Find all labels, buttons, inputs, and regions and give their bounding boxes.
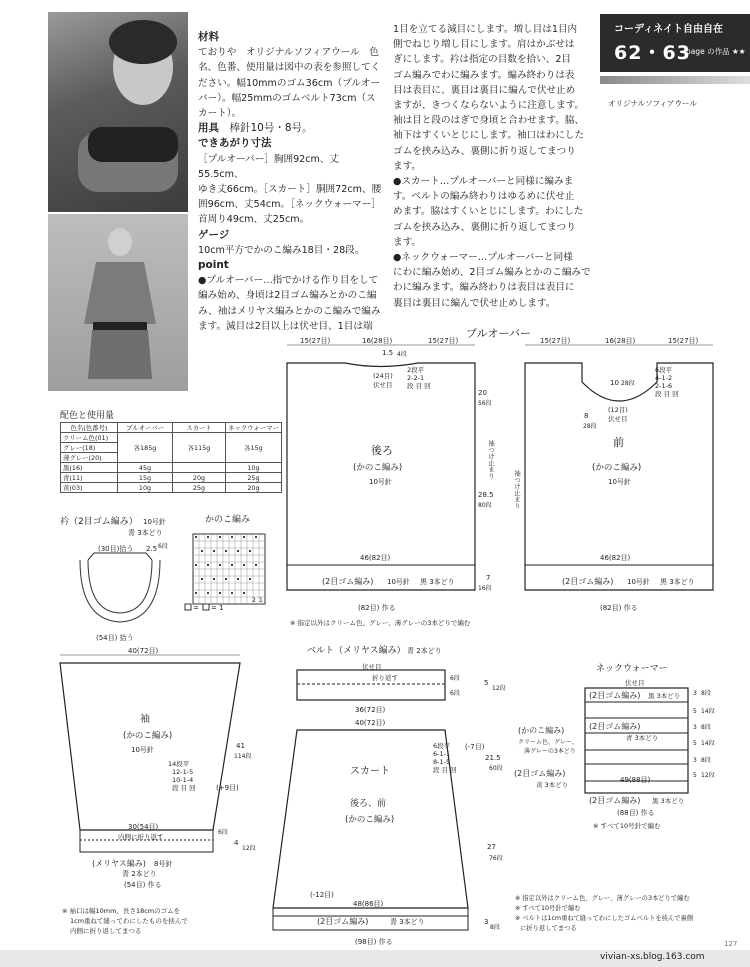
collar-diagram — [60, 515, 168, 642]
neck-right: 5 — [693, 740, 697, 747]
gauge-heading: ゲージ — [198, 228, 230, 241]
armhole-depth: 20 — [478, 389, 487, 397]
materials-line: 名、色番、使用量は図中の表を参照してく — [198, 62, 381, 74]
sleeve-length: 41 — [236, 742, 245, 750]
skirt-sublabel: 後ろ、前 — [350, 799, 387, 809]
table-header: スカート — [173, 423, 226, 433]
point-line: ます。 — [393, 236, 422, 248]
body-length-rows: 80段 — [478, 502, 492, 509]
front-pattern: (かのこ編み) — [592, 463, 642, 473]
point-line: ●スカート…プルオーバーと同様に編みま — [393, 176, 574, 188]
point-line: めます。脇はすくいとじにします。わにした — [393, 206, 584, 218]
sleeve-stock: (メリヤス編み) — [92, 859, 146, 868]
table-cell: 黄(03) — [61, 483, 118, 493]
skirt-dec: 6-1-1 — [433, 750, 451, 758]
point-line: 側でねじり増し目にします。肩はかぶせは — [393, 39, 575, 51]
neck-band-color: 黒 3本どり — [648, 692, 681, 700]
skirt-upper-rows: 60段 — [489, 765, 503, 772]
point-line: ますが、きつくならないように注意します。 — [393, 100, 585, 112]
collar-height: 2.5 — [146, 545, 158, 553]
front-shoulder-left: 15(27目) — [540, 337, 571, 345]
skirt-hip-top: 40(72目) — [355, 719, 386, 727]
kanoko-legend-blank: = — [193, 604, 199, 612]
point-line: 1目を立てる減目にします。増し目は1目内 — [393, 24, 578, 35]
back-needle: 10号針 — [369, 478, 392, 486]
sleeve-pattern: (かのこ編み) — [123, 731, 173, 741]
neck-side-color2: 黄 3本どり — [536, 781, 569, 789]
front-dec: 6段平 — [655, 366, 673, 374]
neck-right: 3 — [693, 724, 697, 731]
table-cell: 各185g — [118, 433, 173, 463]
kanoko-title: かのこ編み — [205, 515, 251, 525]
collar-rows: 6段 — [158, 543, 168, 550]
skirt-rib-height: 3 — [484, 918, 489, 926]
belt-title: ベルト（メリヤス編み） — [307, 646, 406, 656]
point-line: み、袖はメリヤス編みとかのこ編みで編み — [198, 305, 381, 317]
point-line: す。ベルトの編み終わりはゆるめに伏せ止 — [393, 191, 575, 203]
belt-color: 青 2本どり — [407, 647, 442, 655]
back-bind: (24目) — [373, 372, 393, 380]
banner-pages: 62・63 — [614, 42, 691, 64]
skirt-width: 48(86目) — [353, 900, 384, 908]
front-dec: 段 目 回 — [655, 390, 679, 398]
point-line: 裏目は裏目に編んで伏せ止めします。 — [393, 297, 556, 309]
back-bind-2: 伏せ目 — [373, 381, 393, 389]
table-cell: グレー(18) — [61, 443, 118, 453]
sleeve-inc: 10-1-4 — [172, 776, 194, 784]
sleeve-cuff-width: 30(54目) — [128, 823, 159, 831]
kanoko-legend-box: = 1 — [211, 604, 224, 612]
back-rib: (2目ゴム編み) — [322, 577, 374, 586]
neck-band-label: (2目ゴム編み) — [589, 722, 641, 731]
size-line: ［プルオーバー］胸囲92cm、丈55.5cm、 — [198, 153, 340, 180]
neck-band-color: 黒 3本どり — [652, 797, 685, 805]
sleeve-cuff-height: 4 — [234, 839, 239, 847]
table-header: ネックウォーマー — [226, 423, 282, 433]
collar-top — [88, 553, 152, 560]
materials-line: バー）。幅25mmのゴムベルト73cm（ス — [198, 92, 376, 104]
front-needle: 10号針 — [608, 478, 631, 486]
point-line: ぎにします。衿は指定の目数を拾い、2目 — [393, 54, 572, 66]
skirt-rib-rows: 8段 — [490, 924, 500, 931]
pullover-title: プルオーバー — [466, 327, 532, 340]
neck-right: 12段 — [701, 772, 715, 779]
point-line: ゴムを挟み込み、裏側に折り返してまつり — [393, 145, 576, 157]
front-side: 8 — [584, 412, 589, 420]
neck-title: ネックウォーマー — [596, 664, 668, 674]
collar-pick-top: (30目)拾う — [98, 545, 134, 553]
sleeve-stock-color: 青 2本どり — [122, 870, 157, 878]
belt-rows: 6段 — [450, 675, 460, 682]
neck-right: 8段 — [701, 690, 711, 697]
point-line: 袖は目と段のはぎで身頃と合わせます。脇、 — [393, 115, 585, 127]
back-pattern: (かのこ編み) — [353, 463, 403, 473]
body-length: 28.5 — [478, 491, 494, 499]
sleeve-cast: (54目) 作る — [124, 881, 162, 889]
belt-height-rows: 12段 — [492, 685, 506, 692]
belt-rows-2: 6段 — [450, 690, 460, 697]
color-table-title: 配色と使用量 — [60, 411, 115, 421]
banner-title: コーディネイト自由自在 — [614, 24, 723, 35]
table-cell: 各115g — [173, 433, 226, 463]
front-width: 46(82目) — [600, 554, 631, 562]
skirt-label: スカート — [350, 766, 390, 777]
sleeve-mark: 袖つけ止まり — [487, 440, 495, 479]
sleeve-note: 内側に折り返してまつる — [70, 927, 142, 935]
sleeve-needle: 10号針 — [131, 746, 154, 754]
sleeve-note: ※ 袖口は幅10mm、長さ18cmのゴムを — [62, 907, 181, 915]
neckwarmer-diagram — [514, 663, 715, 830]
table-cell: 20g — [173, 473, 226, 483]
table-cell: 各15g — [226, 433, 282, 463]
neck-right: 3 — [693, 757, 697, 764]
point-line: ゴムを挟み込み、裏側に折り返してまつり — [393, 221, 576, 233]
kanoko-chart — [185, 513, 265, 612]
neck-right: 5 — [693, 772, 697, 779]
banner-suffix: page の作品 ★★ — [686, 47, 746, 56]
point-line: ます。減目は2目以上は伏せ目、1目は端 — [198, 320, 373, 332]
collar-color: 青 3本どり — [128, 529, 163, 537]
neck-right: 14段 — [701, 708, 715, 715]
back-label: 後ろ — [371, 444, 393, 457]
neck-right: 14段 — [701, 740, 715, 747]
back-rib-color: 黒 3本どり — [420, 578, 455, 586]
back-rib-needle: 10号針 — [387, 578, 410, 586]
neck-right: 3 — [693, 690, 697, 697]
back-width: 46(82目) — [360, 554, 391, 562]
neck-width: 49(88目) — [620, 776, 651, 784]
skirt-dec: 6段平 — [433, 742, 451, 750]
table-cell: 10g — [118, 483, 173, 493]
front-body-diagram — [513, 337, 713, 612]
neck-right: 8段 — [701, 724, 711, 731]
point-line: 目は表目に、裏目は裏目に編んで伏せ止め — [393, 84, 576, 96]
front-label: 前 — [613, 436, 624, 449]
pullover-note: ※ 指定以外はクリーム色、グレー、薄グレーの3本どりで編む — [290, 619, 471, 627]
size-line: ゆき丈66cm。［スカート］胴囲72cm、腰 — [198, 184, 382, 196]
skirt-pattern: (かのこ編み) — [345, 815, 395, 825]
table-cell: 青(11) — [61, 473, 118, 483]
kanoko-stitches — [195, 536, 257, 594]
gauge-text: 10cm平方でかのこ編み18目・28段。 — [198, 244, 365, 256]
neck-right: 8段 — [701, 757, 711, 764]
sleeve-fold: 内側に折り返す — [118, 833, 164, 841]
skirt-diagram — [273, 644, 693, 946]
sleeve-label: 袖 — [140, 714, 150, 725]
table-cell: 10g — [226, 463, 282, 473]
collar-pick-bottom: (54目) 拾う — [96, 634, 134, 642]
skirt-rib-color: 青 3本どり — [390, 918, 425, 926]
sleeve-note: 1cm重ねて縫ってわにしたものを挟んで — [70, 917, 188, 925]
front-sleeve-mark: 袖つけ止まり — [513, 470, 521, 509]
neck-side-label: (かのこ編み) — [518, 726, 565, 735]
neck-right: 5 — [693, 708, 697, 715]
back-neck-depth: 1.5 — [382, 349, 394, 357]
materials-line: ておりや オリジナルソフィアウール 色 — [198, 47, 379, 59]
skirt-note: ※ 指定以外はクリーム色、グレー、薄グレーの3本どりで編む — [515, 895, 690, 902]
table-cell: 45g — [118, 463, 173, 473]
back-dec: 2段平 — [407, 366, 425, 374]
back-body-diagram — [287, 337, 495, 627]
footer-site: vivian-xs.blog.163.com — [600, 952, 705, 962]
sleeve-inc: 12-1-5 — [172, 768, 194, 776]
front-side-rows: 28段 — [583, 423, 597, 430]
front-cast: (82目) 作る — [600, 604, 638, 612]
front-bind: (12目) — [608, 406, 628, 414]
front-bind-2: 伏せ目 — [608, 415, 628, 423]
collar-needle: 10号針 — [143, 518, 166, 526]
front-rib-needle: 10号針 — [627, 578, 650, 586]
front-rib: (2目ゴム編み) — [562, 577, 614, 586]
skirt-upper: 21.5 — [485, 754, 501, 762]
table-cell: 薄グレー(20) — [61, 453, 118, 463]
point-line: ゴム編みでわに編みます。編み終わりは表 — [393, 69, 575, 81]
materials-heading: 材料 — [198, 31, 219, 43]
neck-bind: 伏せ目 — [625, 679, 645, 687]
table-cell: 20g — [226, 483, 282, 493]
table-header: 色名(色番号) — [61, 423, 118, 433]
skirt-cast: (98目) 作る — [355, 938, 393, 946]
skirt-rib: (2目ゴム編み) — [317, 917, 369, 926]
belt-fold: 折り返す — [372, 674, 398, 682]
front-neck-width: 16(28目) — [605, 337, 636, 345]
front-rib-color: 黒 3本どり — [660, 578, 695, 586]
page-number: 127 — [724, 940, 738, 948]
skirt-dec: 8-1-5 — [433, 758, 451, 766]
rib-height: 7 — [486, 574, 491, 582]
skirt-note: ※ ベルトは1cm重ねて縫ってわにしたゴムベルトを挟んで裏側 — [515, 915, 694, 922]
front-dec: 2-1-6 — [655, 382, 673, 390]
kanoko-gridlines — [193, 534, 265, 604]
point-line: ます。 — [393, 160, 422, 172]
point-line: わに編みます。編み終わりは表目は表目に — [393, 282, 575, 294]
table-cell: 15g — [118, 473, 173, 483]
back-cast: (82目) 作る — [358, 604, 396, 612]
back-shoulder-left: 15(27目) — [300, 337, 331, 345]
skirt-dec-total: (-7目) — [465, 743, 485, 751]
sleeve-cuff-rows: 12段 — [242, 845, 256, 852]
point-line: ●プルオーバー…指でかける作り目をして — [198, 275, 379, 287]
belt-height: 5 — [484, 679, 489, 687]
neck-band-label: (2目ゴム編み) — [589, 796, 641, 805]
armhole-rows: 56段 — [478, 400, 492, 407]
front-neck-rows: 28段 — [621, 380, 635, 387]
kanoko-col2: 2 — [252, 597, 256, 604]
sleeve-top-width: 40(72目) — [128, 647, 159, 655]
point-line: にわに編み始め、2目ゴム編みとかのこ編みで — [393, 267, 591, 279]
front-shoulder-right: 15(27目) — [668, 337, 699, 345]
point-line: 袖下はすくいとじにします。袖口はわにした — [393, 130, 585, 142]
sleeve-cuff-fold: 6段 — [218, 829, 228, 836]
neck-band-color: 青 3本どり — [626, 734, 659, 742]
back-neck-width: 16(28目) — [362, 337, 393, 345]
point-heading: point — [198, 259, 229, 272]
table-cell: 25g — [226, 473, 282, 483]
sleeve-inc-total: (+9目) — [216, 784, 239, 792]
skirt-lower-rows: 76段 — [489, 855, 503, 862]
banner-yarn: オリジナルソフィアウール — [608, 99, 697, 108]
table-cell: クリーム色(01) — [61, 433, 118, 443]
point-line: ●ネックウォーマー…プルオーバーと同様 — [393, 252, 573, 264]
back-shoulder-right: 15(27目) — [428, 337, 459, 345]
skirt-note: ※ すべて10号針で編む — [515, 905, 581, 912]
sleeve-length-rows: 114段 — [234, 753, 252, 760]
neck-note: ※ すべて10号針で編む — [593, 822, 661, 830]
tools-heading: 用具 棒針10号・8号。 — [198, 122, 313, 135]
belt-outline — [297, 670, 445, 700]
materials-line: ださい。幅10mmのゴム36cm（プルオー — [198, 77, 381, 89]
skirt-note: に折り返してまつる — [520, 925, 577, 932]
collar-inner — [88, 560, 152, 613]
size-line: 囲96cm、丈54cm。［ネックウォーマー］ — [198, 199, 381, 211]
collar-title: 衿（2目ゴム編み） — [60, 517, 138, 527]
skirt-waist: 36(72目) — [355, 706, 386, 714]
table-cell: 25g — [173, 483, 226, 493]
back-dec: 2-2-1 — [407, 374, 425, 382]
size-line: 首周り49cm、丈25cm。 — [198, 214, 310, 226]
front-dec: 4-1-2 — [655, 374, 673, 382]
skirt-lower: 27 — [487, 843, 496, 851]
kanoko-col1: 1 — [259, 597, 263, 604]
back-neck-rows: 4段 — [397, 351, 407, 358]
neck-side-sub2: 薄グレーの3本どり — [524, 748, 576, 755]
sleeve-diagram — [60, 647, 256, 935]
front-neck-depth: 10 — [610, 379, 619, 387]
neck-side-sub: クリーム色、グレー、 — [518, 739, 578, 746]
skirt-dec: 段 目 回 — [433, 766, 457, 774]
belt-bind: 伏せ目 — [362, 663, 382, 671]
back-dec: 段 目 回 — [407, 382, 431, 390]
neck-cast: (88目) 作る — [617, 809, 655, 817]
sleeve-inc: 14段平 — [168, 760, 190, 768]
neck-band-label: (2目ゴム編み) — [589, 691, 641, 700]
table-cell: 黒(16) — [61, 463, 118, 473]
sleeve-stock-needle: 8号針 — [154, 860, 173, 868]
sleeve-inc: 段 目 回 — [172, 784, 196, 792]
skirt-hem-dec: (-12目) — [310, 891, 334, 899]
materials-line: カート）。 — [198, 108, 242, 120]
point-line: 編み始め、身頃は2目ゴム編みとかのこ編 — [198, 290, 377, 302]
neck-side-label2: (2目ゴム編み) — [514, 769, 566, 778]
table-header: プルオーバー — [118, 423, 173, 433]
rib-rows: 16段 — [478, 585, 492, 592]
size-heading: できあがり寸法 — [198, 137, 272, 150]
